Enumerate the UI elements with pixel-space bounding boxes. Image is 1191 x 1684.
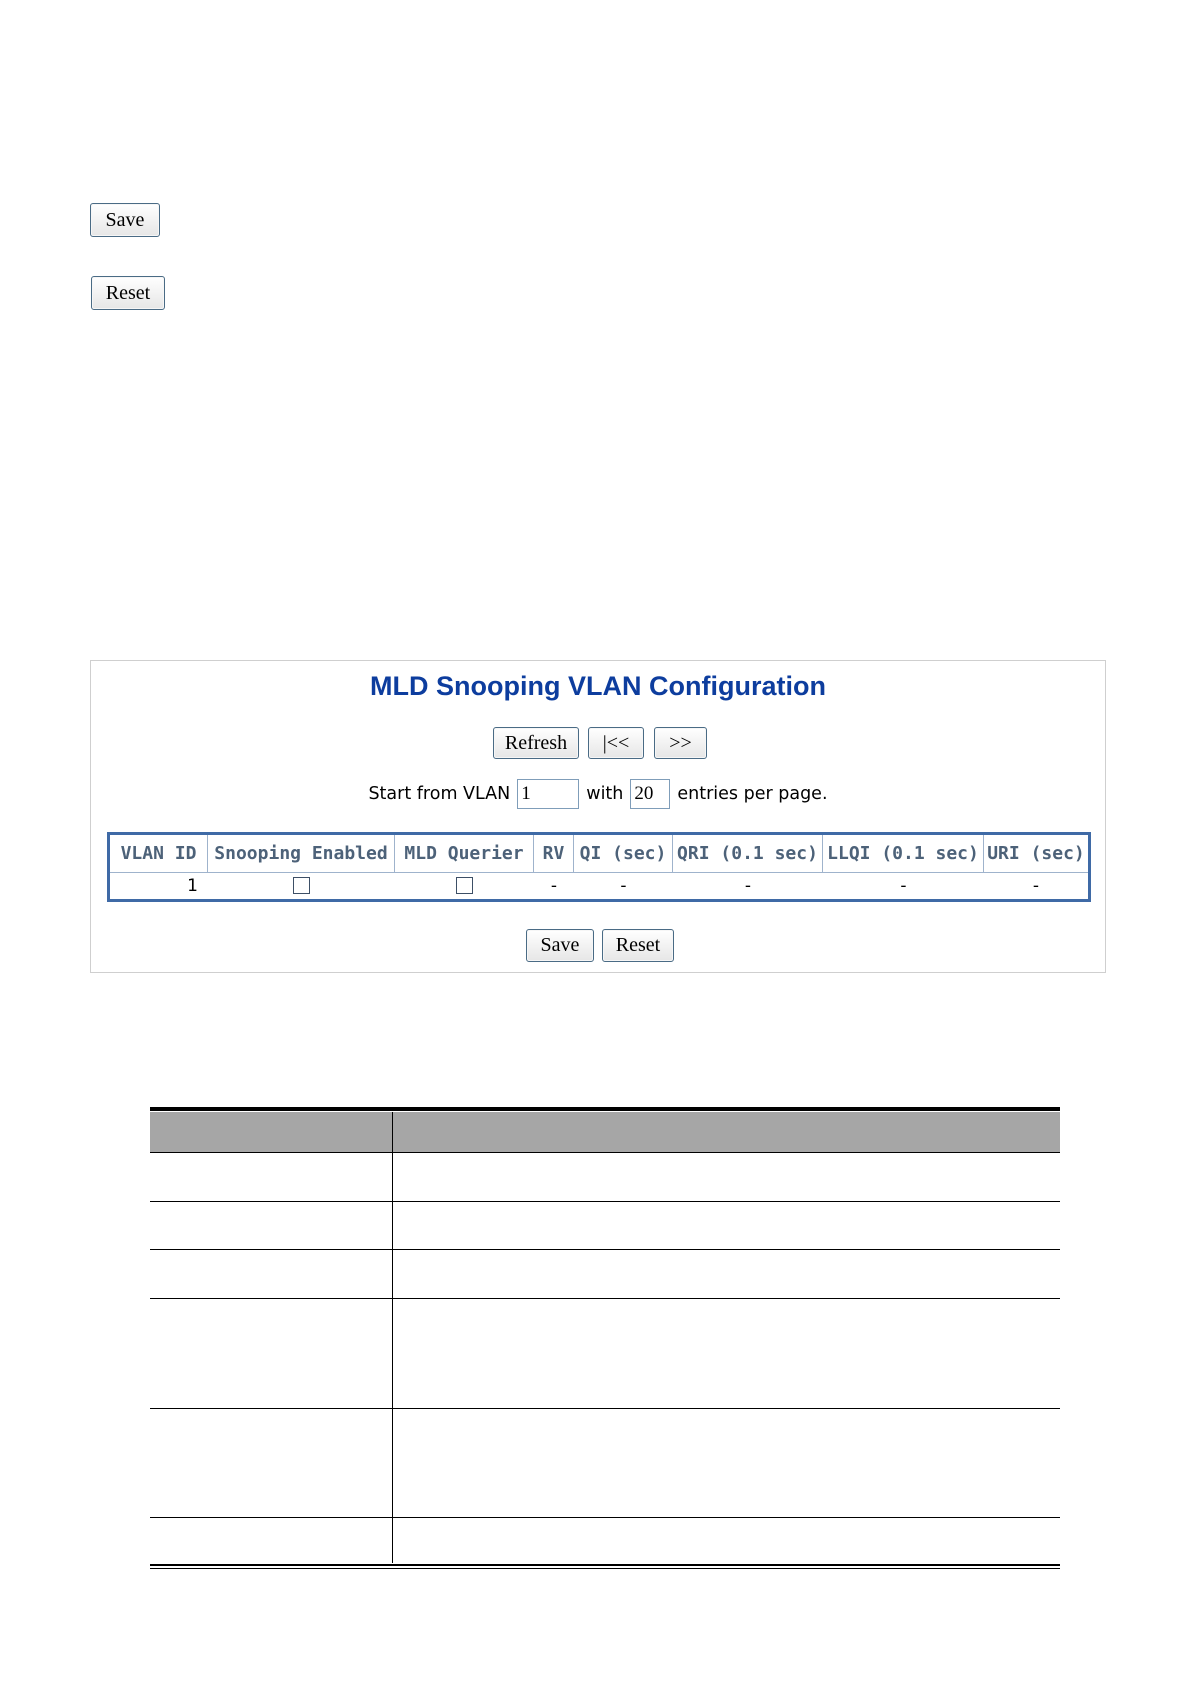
snooping-enabled-cell: [208, 872, 395, 899]
col-snooping-enabled: Snooping Enabled: [208, 835, 395, 872]
row-divider: [150, 1408, 1060, 1409]
with-label: with: [586, 784, 624, 804]
panel-reset-button[interactable]: Reset: [602, 929, 674, 962]
refresh-button[interactable]: Refresh: [493, 727, 579, 759]
llqi-cell: -: [900, 875, 907, 896]
row-divider: [150, 1152, 1060, 1153]
table-bottom-rule: [150, 1568, 1060, 1569]
col-qri: QRI (0.1 sec): [673, 835, 823, 872]
mld-querier-cell: [395, 872, 534, 899]
entries-label: entries per page.: [677, 784, 828, 804]
panel-title: MLD Snooping VLAN Configuration: [370, 671, 826, 701]
row-divider: [150, 1298, 1060, 1299]
snooping-enabled-checkbox[interactable]: [293, 877, 310, 894]
col-llqi: LLQI (0.1 sec): [823, 835, 984, 872]
qi-cell: -: [620, 875, 627, 896]
mld-querier-checkbox[interactable]: [456, 877, 473, 894]
rv-cell: -: [550, 875, 558, 896]
row-divider: [150, 1517, 1060, 1518]
panel-save-button[interactable]: Save: [526, 929, 594, 962]
reset-button[interactable]: Reset: [91, 276, 165, 310]
row-divider: [150, 1249, 1060, 1250]
vlan-table-header: [110, 835, 1088, 873]
col-vlan-id: VLAN ID: [110, 835, 208, 872]
table-row: [110, 872, 1088, 899]
pager-line: [91, 778, 1105, 810]
first-page-button[interactable]: |<<: [588, 727, 644, 759]
table-header-band: [150, 1112, 1060, 1152]
col-mld-querier: MLD Querier: [395, 835, 534, 872]
qri-cell: -: [744, 875, 752, 896]
col-rv: RV: [534, 835, 574, 872]
entries-per-page-input[interactable]: 20: [630, 779, 670, 809]
next-page-button[interactable]: >>: [654, 727, 707, 759]
start-label: Start from VLAN: [368, 784, 511, 804]
row-divider: [150, 1201, 1060, 1202]
mld-snooping-vlan-panel: [90, 660, 1106, 973]
col-uri: URI (sec): [984, 835, 1088, 872]
save-button[interactable]: Save: [90, 203, 160, 237]
table-bottom-rule: [150, 1564, 1060, 1566]
vlan-id-cell: 1: [187, 875, 198, 896]
table-top-rule: [150, 1107, 1060, 1111]
uri-cell: -: [1032, 875, 1040, 896]
start-vlan-input[interactable]: 1: [517, 779, 579, 809]
vlan-table: [107, 832, 1091, 902]
column-divider: [392, 1112, 393, 1563]
col-qi: QI (sec): [574, 835, 673, 872]
